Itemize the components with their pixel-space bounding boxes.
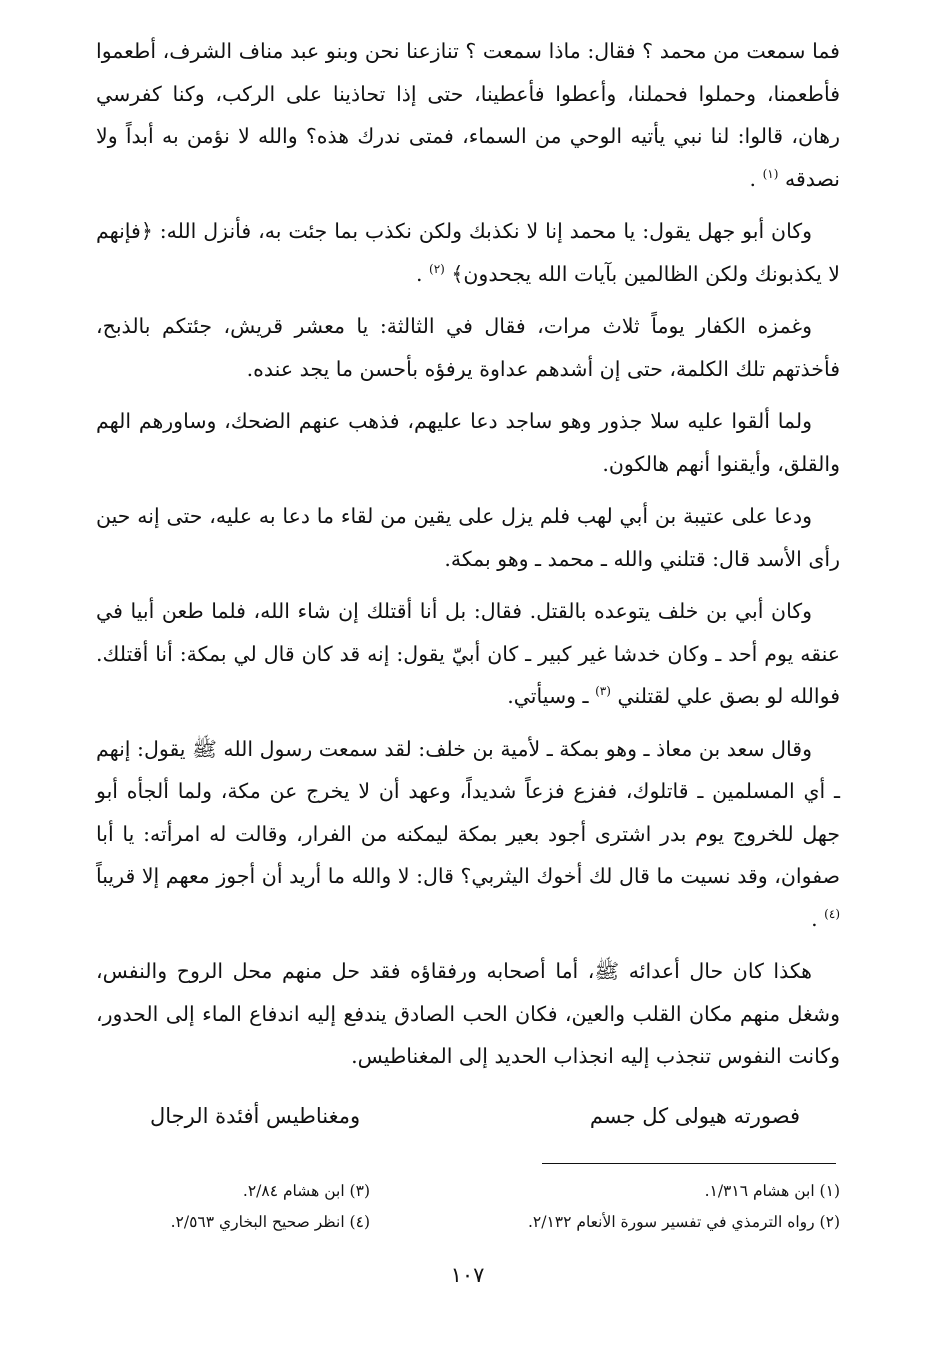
- footnote-ref: (٢): [429, 261, 445, 276]
- paragraph: هكذا كان حال أعدائه ﷺ، أما أصحابه ورفقاؤه فقد حل منهم محل الروح والنفس، وشغل منهم مكان القلب والعين، فكان الحب الصادق يندفع إليه اندفاع الماء إلى الحدور، وكانت النفوس تنجذب إليه انجذاب الحديد إلى المغناطيس.: [96, 959, 840, 1068]
- paragraph: وكان أبي بن خلف يتوعده بالقتل. فقال: بل أنا أقتلك إن شاء الله، فلما طعن أبيا في عنقه يوم أحد ـ وكان خدشا غير كبير ـ كان أبيّ يقول: إنه قد كان قال لي بمكة: أنا أقتلك. فوالله لو بصق علي لقتلني $^{(٣)}$ ـ وسيأتي.: [96, 599, 840, 708]
- footnote-column-right: [528, 1176, 840, 1238]
- footnote: (٢) رواه الترمذي في تفسير سورة الأنعام ٢/١٣٢.: [527, 1213, 840, 1231]
- body-text: [96, 30, 840, 1088]
- footnote-ref: (١): [762, 166, 779, 181]
- paragraph: ودعا على عتيبة بن أبي لهب فلم يزل على يقين من لقاء ما دعا به عليه، حتى إنه حين رأى الأسد قال: قتلني والله ـ محمد ـ وهو بمكة.: [96, 504, 840, 571]
- footnote: (٣) ابن هشام ٢/٨٤.: [242, 1182, 370, 1200]
- footnote-separator: [542, 1163, 836, 1164]
- paragraph: وغمزه الكفار يوماً ثلاث مرات، فقال في الثالثة: يا معشر قريش، جئتكم بالذبح، فأخذتهم تلك الكلمة، حتى إن أشدهم عداوة يرفؤه بأحسن ما يجد عنده.: [96, 314, 840, 381]
- page-number: ١٠٧: [450, 1263, 485, 1287]
- footnote: (١) ابن هشام ١/٣١٦.: [704, 1182, 840, 1200]
- verse-first-hemistich: فصورته هيولى كل جسم: [589, 1104, 800, 1128]
- paragraph: وكان أبو جهل يقول: يا محمد إنا لا نكذبك ولكن نكذب بما جئت به، فأنزل الله: ﴿فإنهم لا يكذبونك ولكن الظالمين بآيات الله يجحدون﴾ $^{(٢)}$ .: [96, 219, 840, 286]
- verse-second-hemistich: ومغناطيس أفئدة الرجال: [150, 1104, 361, 1128]
- paragraph: فما سمعت من محمد ؟ فقال: ماذا سمعت ؟ تنازعنا نحن وبنو عبد مناف الشرف، أطعموا فأطعمنا، وحملوا فحملنا، وأعطوا فأعطينا، حتى إذا تحاذينا على الركب، وكنا كفرسي رهان، قالوا: لنا نبي يأتيه الوحي من السماء، فمتى ندرك هذه؟ والله لا نؤمن به أبداً ولا نصدقه $^{(١)}$ .: [96, 39, 840, 191]
- footnote-ref: (٤): [824, 906, 840, 921]
- poetry-verse: [150, 1104, 800, 1128]
- paragraph: ولما ألقوا عليه سلا جذور وهو ساجد دعا عليهم، فذهب عنهم الضحك، وساورهم الهم والقلق، وأيقنوا أنهم هالكون.: [96, 409, 840, 476]
- footnote-ref: (٣): [595, 684, 611, 699]
- footnote-column-left: [171, 1176, 370, 1238]
- footnote: (٤) انظر صحيح البخاري ٢/٥٦٣.: [170, 1213, 370, 1231]
- paragraph: وقال سعد بن معاذ ـ وهو بمكة ـ لأمية بن خلف: لقد سمعت رسول الله ﷺ يقول: إنهم ـ أي المسلمين ـ قاتلوك، ففزع فزعاً شديداً، وعهد أن لا يخرج عن مكة، ولما ألجأه أبو جهل للخروج يوم بدر اشترى أجود بعير بمكة ليمكنه من الفرار، وقالت له امرأته: يا أبا صفوان، وقد نسيت ما قال لك أخوك اليثربي؟ قال: لا والله ما أريد أن أجوز معهم إلا قريباً $^{(٤)}$ .: [96, 736, 840, 931]
